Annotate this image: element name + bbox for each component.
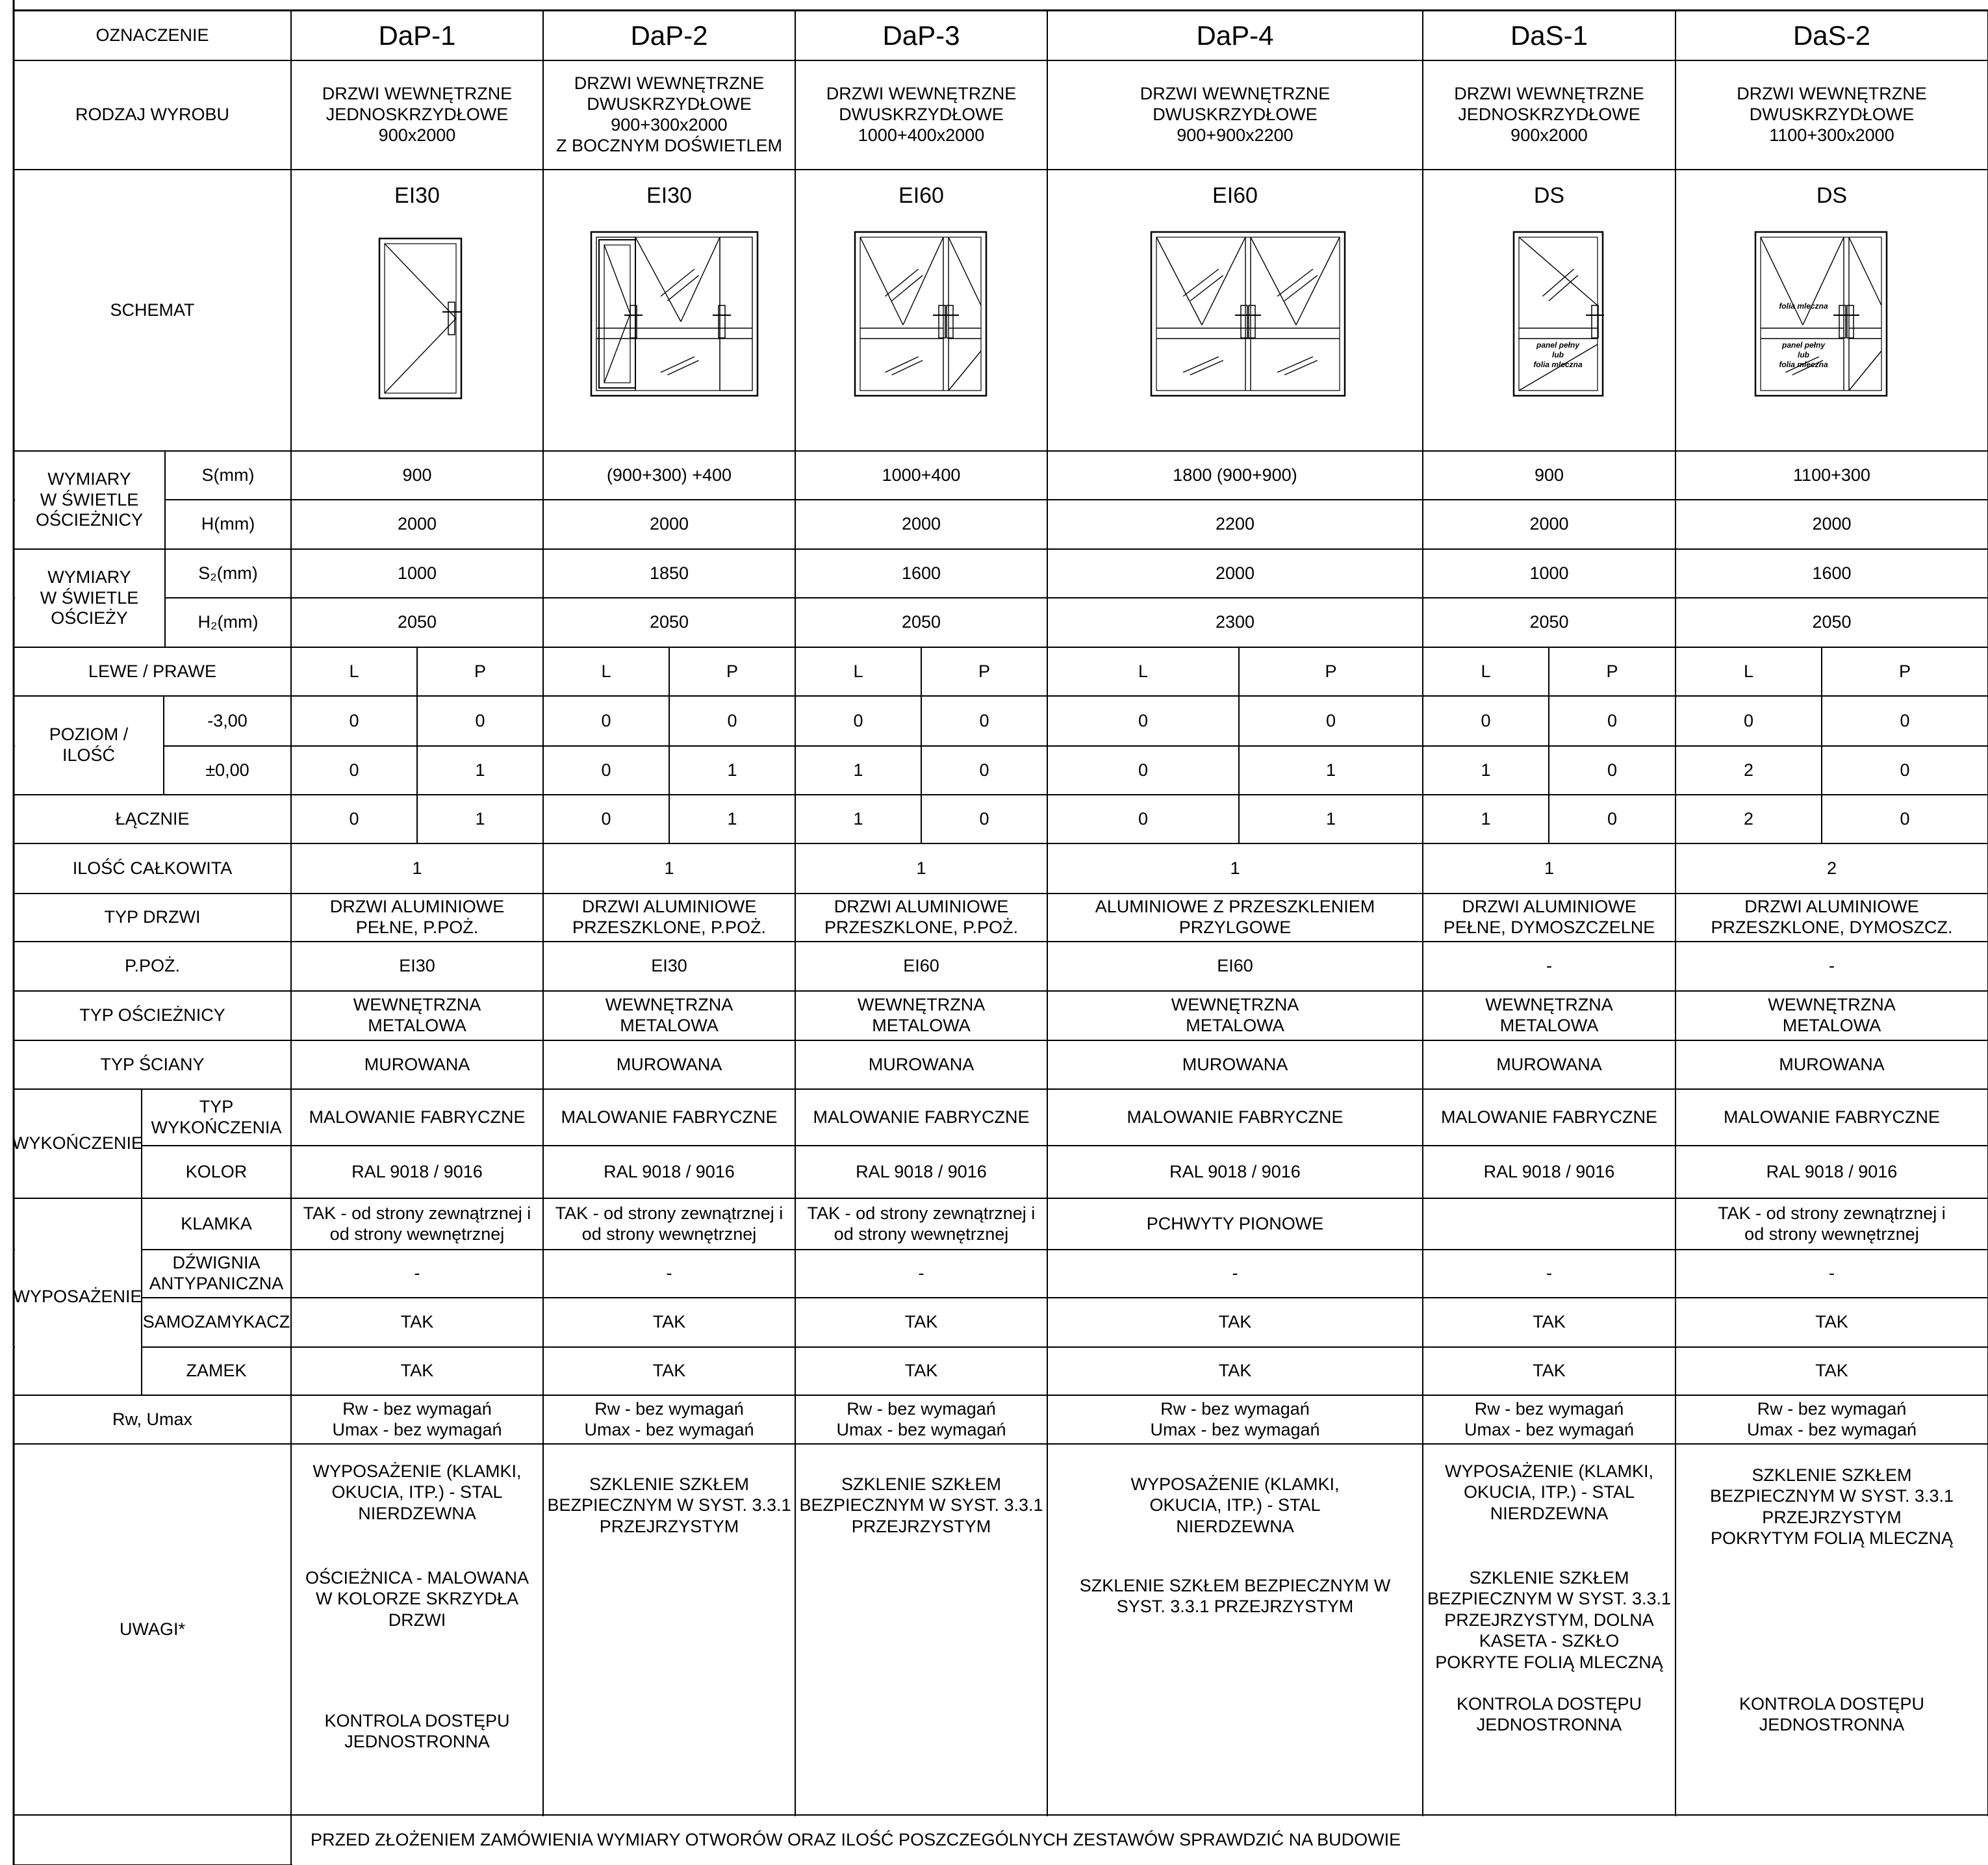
dap-1-typ-oscieznicy: WEWNĘTRZNA METALOWA xyxy=(353,995,481,1035)
das-1-klamka xyxy=(1423,1198,1676,1250)
dap-1-level-minus3-l: 0 xyxy=(349,710,359,730)
dap-2-hz: 2050 xyxy=(649,612,689,632)
dap-1-s: 900 xyxy=(402,465,432,485)
dap-4-level-zero-l: 0 xyxy=(1138,760,1149,780)
das-1-side-p: P xyxy=(1606,661,1618,681)
dap-3-total-p: 0 xyxy=(979,808,989,829)
label-lacznie: ŁĄCZNIE xyxy=(115,808,190,829)
dap-2-level-zero-l: 0 xyxy=(601,760,611,780)
dap-4-zamek: TAK xyxy=(1218,1361,1252,1381)
das-1-typ-drzwi: DRZWI ALUMINIOWE PEŁNE, DYMOSZCZELNE xyxy=(1443,897,1655,937)
label-h-mm: H(mm) xyxy=(201,514,255,534)
label-zamek: ZAMEK xyxy=(186,1361,247,1381)
dap-3-klamka: TAK - od strony zewnątrznej i od strony wewnętrznej xyxy=(807,1203,1036,1244)
dap-4-total-l: 0 xyxy=(1138,808,1149,829)
dap-4-rw-umax: Rw - bez wymagań Umax - bez wymagań xyxy=(1150,1398,1320,1439)
das-1-dzwignia: - xyxy=(1546,1263,1552,1283)
das-1-hz: 2050 xyxy=(1529,612,1569,632)
dap-4-total-p: 1 xyxy=(1325,808,1336,829)
dap-1-level-zero-l: 0 xyxy=(349,760,359,780)
label-ilosc-calkowita: ILOŚĆ CAŁKOWITA xyxy=(72,858,233,878)
das-1-ilosc: 1 xyxy=(1544,858,1555,878)
das-1-uwagi-2: SZKLENIE SZKŁEM BEZPIECZNYM W SYST. 3.3.1 PRZEJRZYSTYM, DOLNA KASETA - SZKŁO POKRYTE FOLIĄ MLECZNĄ xyxy=(1427,1568,1672,1672)
das-1-typ-oscieznicy: WEWNĘTRZNA METALOWA xyxy=(1485,995,1613,1035)
das-2-level-minus3-p: 0 xyxy=(1900,710,1910,730)
dap-3-kolor: RAL 9018 / 9016 xyxy=(856,1161,987,1181)
label-poziom-zero: ±0,00 xyxy=(205,760,249,780)
dap-1-kolor: RAL 9018 / 9016 xyxy=(351,1161,483,1181)
note-text: PRZED ZŁOŻENIEM ZAMÓWIENIA WYMIARY OTWORÓW ORAZ ILOŚĆ POSZCZEGÓLNYCH ZESTAWÓW SPRAWDZIĆ NA BUDOWIE xyxy=(311,1829,1401,1849)
schematic-label-panel: panel pełny xyxy=(1536,341,1580,350)
dap-1-side-l: L xyxy=(349,661,359,681)
label-wymiary-oscieznicy: WYMIARY W ŚWIETLE OŚCIEŻNICY xyxy=(35,469,144,530)
dap-1-uwagi-2: OŚCIEŻNICA - MALOWANA W KOLORZE SKRZYDŁA DRZWI xyxy=(305,1568,529,1630)
dap-4-samozamykacz: TAK xyxy=(1218,1312,1252,1332)
dap-3-level-zero-p: 0 xyxy=(979,760,989,780)
dap-4-class: EI60 xyxy=(1212,183,1258,208)
dap-1-code: DaP-1 xyxy=(378,19,456,51)
das-1-level-minus3-l: 0 xyxy=(1481,710,1491,730)
dap-1-dzwignia: - xyxy=(414,1263,420,1283)
dap-2-h: 2000 xyxy=(649,514,689,534)
das-2-kolor: RAL 9018 / 9016 xyxy=(1766,1161,1898,1181)
dap-2-uwagi-1: SZKLENIE SZKŁEM BEZPIECZNYM W SYST. 3.3.1 PRZEJRZYSTYM xyxy=(547,1474,791,1536)
dap-1-uwagi-1: WYPOSAŻENIE (KLAMKI, OKUCIA, ITP.) - STAL NIERDZEWNA xyxy=(312,1461,522,1523)
das-2-sz: 1600 xyxy=(1812,563,1852,583)
dap-4-typ-drzwi: ALUMINIOWE Z PRZESZKLENIEM PRZYLGOWE xyxy=(1095,897,1375,937)
dap-4-side-p: P xyxy=(1325,661,1337,681)
das-1-code: DaS-1 xyxy=(1510,19,1588,51)
dap-2-sz: 1850 xyxy=(649,563,689,583)
das-1-sz: 1000 xyxy=(1529,563,1569,583)
dap-4-ppoz: EI60 xyxy=(1217,956,1253,976)
das-2-rw-umax: Rw - bez wymagań Umax - bez wymagań xyxy=(1746,1398,1917,1439)
dap-2-total-p: 1 xyxy=(727,808,737,829)
dap-4-uwagi-1: WYPOSAŻENIE (KLAMKI, OKUCIA, ITP.) - STAL NIERDZEWNA xyxy=(1130,1474,1340,1536)
dap-3-s: 1000+400 xyxy=(882,465,961,485)
dap-1-zamek: TAK xyxy=(400,1361,434,1381)
label-lewe-prawe: LEWE / PRAWE xyxy=(88,661,217,681)
dap-3-level-minus3-l: 0 xyxy=(853,710,863,730)
dap-3-ppoz: EI60 xyxy=(903,956,939,976)
dap-4-typ-sciany: MUROWANA xyxy=(1182,1054,1288,1074)
schematic-label-panel: folia mleczna xyxy=(1779,360,1828,369)
label-poziom-minus3: -3,00 xyxy=(207,710,248,730)
dap-2-ppoz: EI30 xyxy=(651,956,687,976)
dap-2-side-l: L xyxy=(601,661,611,681)
dap-3-typ-sciany: MUROWANA xyxy=(868,1054,975,1074)
dap-3-rodzaj: DRZWI WEWNĘTRZNE DWUSKRZYDŁOWE 1000+400x2000 xyxy=(826,84,1017,145)
das-2-wykonczenie: MALOWANIE FABRYCZNE xyxy=(1723,1107,1941,1127)
dap-1-uwagi-3: KONTROLA DOSTĘPU JEDNOSTRONNA xyxy=(324,1711,510,1752)
dap-4-wykonczenie: MALOWANIE FABRYCZNE xyxy=(1127,1107,1344,1127)
das-2-samozamykacz: TAK xyxy=(1815,1312,1848,1332)
dap-3-sz: 1600 xyxy=(901,563,941,583)
dap-3-rw-umax: Rw - bez wymagań Umax - bez wymagań xyxy=(836,1398,1006,1439)
label-wyposazenie: WYPOSAŻENIE xyxy=(13,1286,142,1306)
dap-2-kolor: RAL 9018 / 9016 xyxy=(604,1161,735,1181)
das-1-class: DS xyxy=(1533,183,1565,208)
dap-3-side-p: P xyxy=(978,661,990,681)
dap-2-code: DaP-2 xyxy=(630,19,708,51)
dap-4-level-minus3-p: 0 xyxy=(1325,710,1336,730)
label-schemat: SCHEMAT xyxy=(110,300,195,320)
das-2-code: DaS-2 xyxy=(1792,19,1871,51)
das-1-level-zero-p: 0 xyxy=(1607,760,1618,780)
das-2-uwagi-2: KONTROLA DOSTĘPU JEDNOSTRONNA xyxy=(1739,1694,1925,1735)
dap-1-ppoz: EI30 xyxy=(399,956,435,976)
label-typ-sciany: TYP ŚCIANY xyxy=(100,1054,205,1074)
das-2-total-l: 2 xyxy=(1743,808,1754,829)
das-2-level-zero-p: 0 xyxy=(1900,760,1910,780)
dap-2-samozamykacz: TAK xyxy=(652,1312,686,1332)
label-wykonczenie: WYKOŃCZENIE xyxy=(12,1133,144,1153)
das-2-klamka: TAK - od strony zewnątrznej i od strony wewnętrznej xyxy=(1718,1203,1946,1244)
dap-2-s: (900+300) +400 xyxy=(606,465,732,485)
dap-1-klamka: TAK - od strony zewnątrznej i od strony wewnętrznej xyxy=(303,1203,531,1244)
das-1-samozamykacz: TAK xyxy=(1533,1312,1566,1332)
dap-4-side-l: L xyxy=(1138,661,1149,681)
dap-3-wykonczenie: MALOWANIE FABRYCZNE xyxy=(813,1107,1030,1127)
dap-2-dzwignia: - xyxy=(666,1263,672,1283)
das-2-level-minus3-l: 0 xyxy=(1743,710,1754,730)
dap-4-uwagi-2: SZKLENIE SZKŁEM BEZPIECZNYM W SYST. 3.3.1 PRZEJRZYSTYM xyxy=(1079,1576,1391,1617)
dap-2-ilosc: 1 xyxy=(664,858,674,878)
schematic-label-panel: panel pełny xyxy=(1781,341,1826,350)
label-typ-drzwi: TYP DRZWI xyxy=(104,907,201,927)
dap-4-dzwignia: - xyxy=(1232,1263,1238,1283)
dap-3-level-minus3-p: 0 xyxy=(979,710,989,730)
dap-4-kolor: RAL 9018 / 9016 xyxy=(1169,1161,1301,1181)
dap-2-level-minus3-l: 0 xyxy=(601,710,611,730)
label-note-empty xyxy=(14,1815,291,1865)
das-2-hz: 2050 xyxy=(1812,612,1852,632)
schematic-label-panel: lub xyxy=(1552,350,1564,359)
das-1-uwagi-3: KONTROLA DOSTĘPU JEDNOSTRONNA xyxy=(1456,1694,1642,1735)
label-sz-mm: S₂(mm) xyxy=(198,563,258,583)
label-dzwignia-antypaniczna: DŹWIGNIA ANTYPANICZNA xyxy=(149,1253,284,1293)
das-2-s: 1100+300 xyxy=(1793,465,1870,485)
dap-1-level-zero-p: 1 xyxy=(475,760,485,780)
das-2-level-zero-l: 2 xyxy=(1743,760,1754,780)
dap-4-level-minus3-l: 0 xyxy=(1138,710,1149,730)
das-1-kolor: RAL 9018 / 9016 xyxy=(1483,1161,1615,1181)
dap-1-rw-umax: Rw - bez wymagań Umax - bez wymagań xyxy=(332,1398,502,1439)
dap-3-hz: 2050 xyxy=(901,612,941,632)
dap-1-sz: 1000 xyxy=(397,563,437,583)
dap-3-samozamykacz: TAK xyxy=(904,1312,938,1332)
dap-3-level-zero-l: 1 xyxy=(853,760,863,780)
dap-3-total-l: 1 xyxy=(853,808,863,829)
dap-4-h: 2200 xyxy=(1215,514,1255,534)
das-1-typ-sciany: MUROWANA xyxy=(1496,1054,1602,1074)
das-2-typ-drzwi: DRZWI ALUMINIOWE PRZESZKLONE, DYMOSZCZ. xyxy=(1711,897,1953,937)
label-s-mm: S(mm) xyxy=(201,465,255,485)
das-1-zamek: TAK xyxy=(1533,1361,1566,1381)
label-typ-wykonczenia: TYP WYKOŃCZENIA xyxy=(151,1096,282,1137)
label-rodzaj-wyrobu: RODZAJ WYROBU xyxy=(75,105,229,125)
label-poziom-ilosc: POZIOM / ILOŚĆ xyxy=(49,725,129,765)
dap-1-hz: 2050 xyxy=(397,612,437,632)
das-2-typ-sciany: MUROWANA xyxy=(1779,1054,1885,1074)
das-2-ppoz: - xyxy=(1829,956,1835,976)
dap-1-ilosc: 1 xyxy=(412,858,422,878)
label-rw-umax: Rw, Umax xyxy=(112,1409,193,1429)
das-1-rodzaj: DRZWI WEWNĘTRZNE JEDNOSKRZYDŁOWE 900x2000 xyxy=(1454,84,1644,145)
das-1-rw-umax: Rw - bez wymagań Umax - bez wymagań xyxy=(1464,1398,1635,1439)
das-1-level-zero-l: 1 xyxy=(1481,760,1491,780)
dap-2-level-minus3-p: 0 xyxy=(727,710,737,730)
dap-2-typ-sciany: MUROWANA xyxy=(616,1054,722,1074)
das-1-side-l: L xyxy=(1481,661,1491,681)
dap-2-rodzaj: DRZWI WEWNĘTRZNE DWUSKRZYDŁOWE 900+300x2000 Z BOCZNYM DOŚWIETLEM xyxy=(555,73,782,155)
dap-1-wykonczenie: MALOWANIE FABRYCZNE xyxy=(309,1107,526,1127)
label-klamka: KLAMKA xyxy=(181,1213,252,1233)
dap-4-typ-oscieznicy: WEWNĘTRZNA METALOWA xyxy=(1171,995,1299,1035)
dap-3-typ-oscieznicy: WEWNĘTRZNA METALOWA xyxy=(857,995,986,1035)
dap-2-level-zero-p: 1 xyxy=(727,760,737,780)
das-2-dzwignia: - xyxy=(1829,1263,1835,1283)
dap-3-zamek: TAK xyxy=(904,1361,938,1381)
dap-4-sz: 2000 xyxy=(1215,563,1255,583)
dap-4-klamka: PCHWYTY PIONOWE xyxy=(1146,1213,1324,1233)
dap-4-rodzaj: DRZWI WEWNĘTRZNE DWUSKRZYDŁOWE 900+900x2200 xyxy=(1140,84,1331,145)
dap-2-class: EI30 xyxy=(646,183,692,208)
das-2-side-l: L xyxy=(1743,661,1754,681)
label-wymiary-osciezy: WYMIARY W ŚWIETLE OŚCIEŻY xyxy=(40,567,139,628)
dap-4-code: DaP-4 xyxy=(1196,19,1274,51)
das-2-uwagi-1: SZKLENIE SZKŁEM BEZPIECZNYM W SYST. 3.3.1 PRZEJRZYSTYM POKRYTYM FOLIĄ MLECZNĄ xyxy=(1709,1465,1954,1549)
das-1-wykonczenie: MALOWANIE FABRYCZNE xyxy=(1440,1107,1658,1127)
dap-2-wykonczenie: MALOWANIE FABRYCZNE xyxy=(561,1107,778,1127)
das-1-uwagi-1: WYPOSAŻENIE (KLAMKI, OKUCIA, ITP.) - STAL NIERDZEWNA xyxy=(1444,1461,1654,1523)
das-1-level-minus3-p: 0 xyxy=(1607,710,1618,730)
dap-1-side-p: P xyxy=(474,661,486,681)
dap-4-ilosc: 1 xyxy=(1230,858,1240,878)
dap-1-level-minus3-p: 0 xyxy=(475,710,485,730)
label-samozamykacz: SAMOZAMYKACZ xyxy=(142,1312,290,1332)
das-2-typ-oscieznicy: WEWNĘTRZNA METALOWA xyxy=(1768,995,1896,1035)
schematic-label-folia: folia mleczna xyxy=(1779,302,1828,311)
dap-3-ilosc: 1 xyxy=(916,858,926,878)
label-typ-oscieznicy: TYP OŚCIEŻNICY xyxy=(79,1005,225,1025)
schematic-label-panel: folia mleczna xyxy=(1533,360,1583,369)
das-2-rodzaj: DRZWI WEWNĘTRZNE DWUSKRZYDŁOWE 1100+300x2000 xyxy=(1737,84,1927,145)
dap-3-class: EI60 xyxy=(898,183,944,208)
dap-1-samozamykacz: TAK xyxy=(400,1312,434,1332)
dap-1-rodzaj: DRZWI WEWNĘTRZNE JEDNOSKRZYDŁOWE 900x2000 xyxy=(322,84,513,145)
dap-1-typ-sciany: MUROWANA xyxy=(364,1054,470,1074)
das-2-h: 2000 xyxy=(1812,514,1852,534)
dap-2-klamka: TAK - od strony zewnątrznej i od strony wewnętrznej xyxy=(555,1203,784,1244)
das-1-total-l: 1 xyxy=(1481,808,1491,829)
das-1-total-p: 0 xyxy=(1607,808,1618,829)
dap-3-h: 2000 xyxy=(901,514,941,534)
dap-2-typ-oscieznicy: WEWNĘTRZNA METALOWA xyxy=(605,995,733,1035)
das-1-ppoz: - xyxy=(1546,956,1552,976)
dap-2-typ-drzwi: DRZWI ALUMINIOWE PRZESZKLONE, P.POŻ. xyxy=(572,897,767,937)
dap-4-hz: 2300 xyxy=(1215,612,1255,632)
das-1-s: 900 xyxy=(1534,465,1564,485)
dap-1-total-l: 0 xyxy=(349,808,359,829)
label-ppoz: P.POŻ. xyxy=(124,956,181,976)
dap-3-dzwignia: - xyxy=(918,1263,924,1283)
dap-3-typ-drzwi: DRZWI ALUMINIOWE PRZESZKLONE, P.POŻ. xyxy=(824,897,1019,937)
schematic-label-panel: lub xyxy=(1798,350,1809,359)
dap-4-level-zero-p: 1 xyxy=(1325,760,1336,780)
dap-2-rw-umax: Rw - bez wymagań Umax - bez wymagań xyxy=(584,1398,754,1439)
label-hz-mm: H₂(mm) xyxy=(198,612,259,632)
dap-1-typ-drzwi: DRZWI ALUMINIOWE PEŁNE, P.POŻ. xyxy=(329,897,505,937)
label-oznaczenie: OZNACZENIE xyxy=(96,25,209,45)
das-2-zamek: TAK xyxy=(1815,1361,1848,1381)
das-2-side-p: P xyxy=(1898,661,1911,681)
das-2-ilosc: 2 xyxy=(1826,858,1837,878)
dap-3-code: DaP-3 xyxy=(882,19,960,51)
das-1-h: 2000 xyxy=(1529,514,1569,534)
das-2-class: DS xyxy=(1816,183,1848,208)
label-kolor: KOLOR xyxy=(185,1161,248,1181)
dap-2-zamek: TAK xyxy=(652,1361,686,1381)
dap-2-side-p: P xyxy=(726,661,738,681)
dap-2-total-l: 0 xyxy=(601,808,611,829)
label-uwagi: UWAGI* xyxy=(120,1619,185,1639)
dap-1-total-p: 1 xyxy=(475,808,485,829)
dap-3-uwagi-1: SZKLENIE SZKŁEM BEZPIECZNYM W SYST. 3.3.1 PRZEJRZYSTYM xyxy=(799,1474,1043,1536)
dap-4-s: 1800 (900+900) xyxy=(1173,465,1297,485)
dap-1-class: EI30 xyxy=(394,183,440,208)
dap-1-h: 2000 xyxy=(397,514,437,534)
dap-3-side-l: L xyxy=(853,661,863,681)
das-2-total-p: 0 xyxy=(1900,808,1910,829)
